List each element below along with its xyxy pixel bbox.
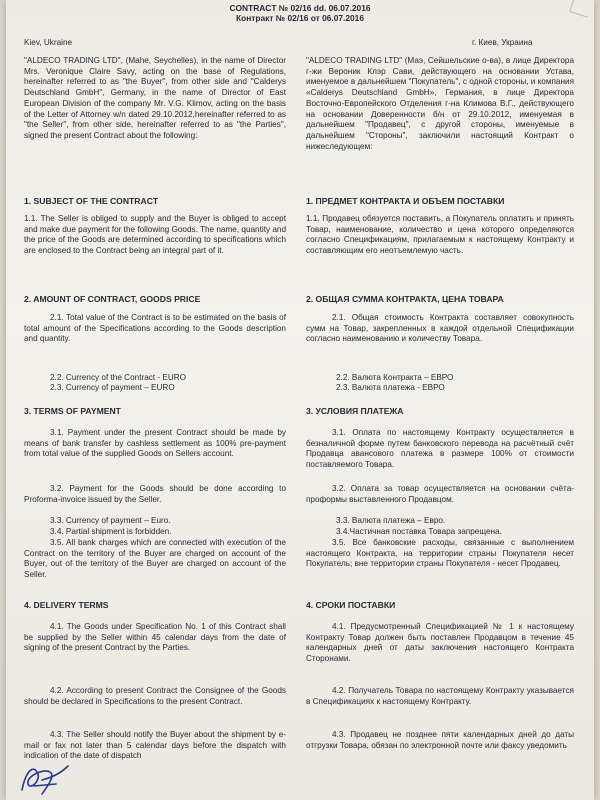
clause-4-1-ru: 4.1. Предусмотренный Спецификацией № 1 к настоящему Контракту Товар должен быть поставлен Продавцом в течение 45 календарных дней от даты заключения настоящего Контракта Сторонами.: [306, 622, 574, 664]
section-2-title-en: 2. AMOUNT OF CONTRACT, GOODS PRICE: [24, 294, 201, 304]
place-en: Kiev, Ukraine: [24, 38, 73, 47]
title-en: CONTRACT № 02/16 dd. 06.07.2016: [229, 3, 371, 13]
clause-1-1-en: 1.1. The Seller is obliged to supply and the Buyer is obliged to accept and make due payment for the following Goods. The name, quantity and the price of the Goods are determined according to specifications which are enclosed to the Contract being an integral part of it.: [24, 214, 287, 256]
section-1-title-en: 1. SUBJECT OF THE CONTRACT: [24, 196, 159, 206]
clause-1-1-ru: 1.1. Продавец обязуется поставить, а Покупатель оплатить и принять Товар, наименование, количество и цена которого определяются согласно Спецификациям, прилагаемым к настоящему Контракту и составляющим его неотъемлемую часть.: [306, 214, 574, 256]
clause-3-2-en: 3.2. Payment for the Goods should be done according to Proforma-invoice issued by the Seller.: [24, 484, 286, 504]
intro-ru: "ALDECO TRADING LTD" (Маэ, Сейшельские о-ва), в лице Директора г-жи Вероник Клэр Сави, действующего на основании Устава, именуемое в дальнейшем "Покупатель", с одной стороны, и компания «Calderys Deutschland GmbH», Германия, в лице Директора Восточно-Европейского Отделения г-на Климова В.Г., действующего на основании Доверенности б/н от 29.10.2012, именуемая в дальнейшем "Продавец", с другой стороны, именуемые в дальнейшем "Стороны", заключили настоящий Контракт о нижеследующем:: [306, 56, 574, 151]
clause-3-4-ru: 3.4.Частичная поставка Товара запрещена.: [336, 527, 502, 536]
clause-3-3-en: 3.3. Currency of payment – Euro.: [50, 516, 171, 525]
section-2-title-ru: 2. ОБЩАЯ СУММА КОНТРАКТА, ЦЕНА ТОВАРА: [306, 294, 504, 304]
clause-4-2-ru: 4.2. Получатель Товара по настоящему Контракту указывается в Спецификациях к настоящему Контракту.: [306, 686, 574, 706]
clause-3-5-en: 3.5. All bank charges which are connected with execution of the Contract on the territory of the Buyer are charged on account of the Buyer, out of the territory of the Buyer are charged on account of the Seller.: [24, 538, 286, 580]
clause-2-3-en: 2.3. Currency of payment – EURO: [50, 383, 175, 392]
clause-3-5-ru: 3.5. Все банковские расходы, связанные с выполнением настоящего Контракта, на территории страны Покупателя несет Покупатель; вне территории страны Покупателя - несет Продавец.: [306, 538, 574, 569]
clause-3-3-ru: 3.3. Валюта платежа – Евро.: [336, 516, 446, 525]
clause-2-1-ru: 2.1. Общая стоимость Контракта составляет совокупность сумм на Товар, закрепленных в каждой отдельной Спецификации согласно наименованию и количеству Товара.: [306, 313, 574, 344]
clause-4-2-en: 4.2. According to present Contract the Consignee of the Goods should be declared in Specifications to the present Contract.: [24, 686, 286, 706]
clause-4-1-en: 4.1. The Goods under Specification No. 1 of this Contract shall be supplied by the Seller within 45 calendar days from the date of signing of the present Contract by the Parties.: [24, 622, 286, 653]
clause-4-3-en: 4.3. The Seller should notify the Buyer about the shipment by e-mail or fax not later than 5 calendar days before the dispatch with indication of the date of dispatch: [24, 730, 286, 761]
clause-4-3-ru: 4.3. Продавец не позднее пяти календарных дней до даты отгрузки Товара, обязан по электронной почте или факсу уведомить: [306, 730, 574, 750]
clause-3-2-ru: 3.2. Оплата за товар осуществляется на основании счёта-проформы выставленного Продавцом.: [306, 484, 574, 504]
document-header: [6, 3, 594, 23]
clause-2-2-ru: 2.2. Валюта Контракта – ЕВРО: [336, 373, 454, 382]
clause-2-1-en: 2.1. Total value of the Contract is to be estimated on the basis of total amount of the Specifications according to the Goods description and quantity.: [24, 313, 286, 344]
section-1-title-ru: 1. ПРЕДМЕТ КОНТРАКТА И ОБЪЕМ ПОСТАВКИ: [306, 196, 505, 206]
document-page: [6, 0, 594, 800]
clause-3-4-en: 3.4. Partial shipment is forbidden.: [50, 527, 172, 536]
place-ru: г. Киев, Украина: [472, 38, 533, 47]
intro-en: "ALDECO TRADING LTD", (Mahe, Seychelles), in the name of Director Mrs. Veronique Claire Savy, acting on the base of Regulations, hereinafter referred to as "the Buyer", from other side and "Calderys Deutschland GmbH", Germany, in the name of Director of East European Division of the company Mr. V.G. Klimov, acting on the basis of the Letter of Attorney w/n dated 29.10.2012,hereinafter referred to as "the Seller", from other side, hereinafter referred to as "the Parties", signed the present Contract about the following:: [24, 56, 286, 140]
clause-2-3-ru: 2.3. Валюта платежа - ЕВРО: [336, 383, 445, 392]
section-3-title-en: 3. TERMS OF PAYMENT: [24, 406, 121, 416]
handwritten-signature: [16, 760, 76, 798]
clause-3-1-en: 3.1. Payment under the present Contract should be made by means of bank transfer by cashless settlement as 100% pre-payment from total value of the supplied Goods on Sellers account.: [24, 428, 286, 459]
section-3-title-ru: 3. УСЛОВИЯ ПЛАТЕЖА: [306, 406, 404, 416]
clause-3-1-ru: 3.1. Оплата по настоящему Контракту осуществляется в безналичной форме путем банковского перевода на расчётный счёт Продавца авансового платежа в размере 100% от стоимости поставляемого Товара.: [306, 428, 574, 470]
section-4-title-en: 4. DELIVERY TERMS: [24, 600, 109, 610]
clause-2-2-en: 2.2. Currency of the Contract - EURO: [50, 373, 187, 382]
section-4-title-ru: 4. СРОКИ ПОСТАВКИ: [306, 600, 396, 610]
title-ru: Контракт № 02/16 от 06.07.2016: [236, 13, 364, 23]
